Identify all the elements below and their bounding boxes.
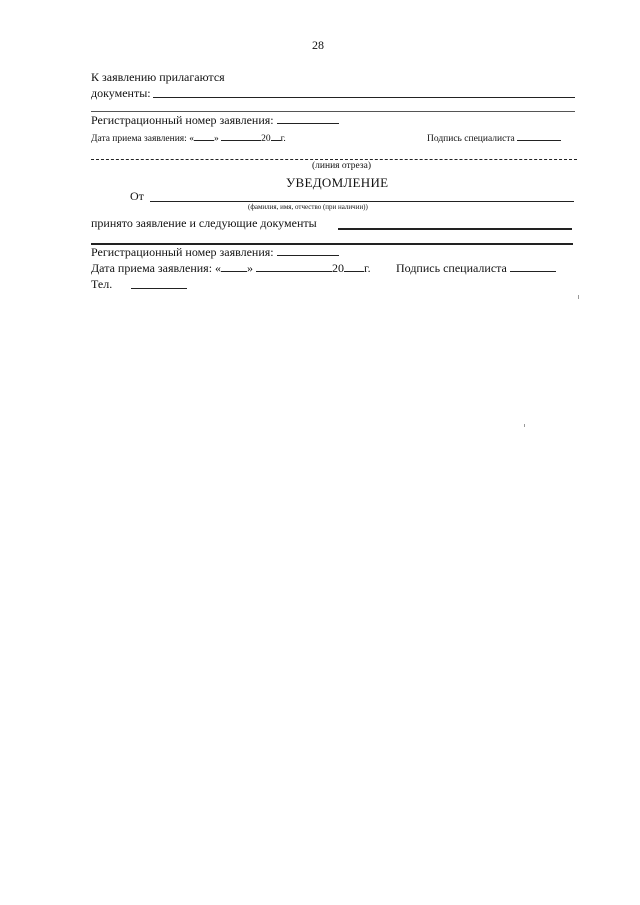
cut-line-label: (линия отреза) bbox=[312, 161, 372, 171]
top-year-prefix: 20 bbox=[261, 134, 271, 144]
top-reg-blank bbox=[277, 113, 339, 124]
notice-title: УВЕДОМЛЕНИЕ bbox=[286, 175, 389, 190]
attachments-heading: К заявлению прилагаются bbox=[91, 70, 225, 84]
notice-signature bbox=[396, 261, 556, 276]
from-line bbox=[150, 201, 574, 202]
top-reg-number bbox=[91, 113, 339, 128]
top-day-blank bbox=[194, 130, 214, 141]
phone-line bbox=[131, 288, 187, 289]
scan-speck bbox=[524, 424, 525, 427]
documents-label: документы: bbox=[91, 86, 151, 100]
top-signature-label: Подпись специалиста bbox=[427, 134, 515, 144]
top-reg-label: Регистрационный номер заявления: bbox=[91, 113, 274, 127]
notice-year-blank bbox=[344, 261, 364, 272]
notice-reg-number bbox=[91, 245, 339, 260]
accepted-line bbox=[338, 228, 572, 230]
notice-reg-blank bbox=[277, 245, 339, 256]
documents-line-2 bbox=[91, 111, 575, 112]
top-quote-close: » bbox=[213, 134, 219, 144]
notice-day-blank bbox=[221, 261, 247, 272]
accepted-label: принято заявление и следующие документы bbox=[91, 216, 317, 230]
notice-signature-blank bbox=[510, 261, 556, 272]
notice-year-suffix: г. bbox=[364, 261, 371, 275]
top-year-suffix: г. bbox=[280, 134, 286, 144]
from-label: От bbox=[130, 189, 144, 203]
top-date-row bbox=[91, 130, 286, 144]
notice-reg-label: Регистрационный номер заявления: bbox=[91, 245, 274, 259]
page-number: 28 bbox=[312, 38, 324, 52]
documents-line-1 bbox=[153, 97, 575, 98]
notice-signature-label: Подпись специалиста bbox=[396, 261, 507, 275]
from-caption: (фамилия, имя, отчество (при наличии)) bbox=[248, 203, 368, 211]
notice-date-label: Дата приема заявления: « bbox=[91, 261, 222, 275]
phone-label: Тел. bbox=[91, 277, 113, 291]
top-date-label: Дата приема заявления: « bbox=[91, 134, 194, 144]
cut-line bbox=[91, 159, 577, 160]
top-signature bbox=[427, 130, 561, 144]
notice-month-blank bbox=[256, 261, 332, 272]
notice-year-prefix: 20 bbox=[332, 261, 345, 275]
top-month-blank bbox=[221, 130, 261, 141]
top-signature-blank bbox=[517, 130, 561, 141]
scan-speck bbox=[578, 295, 579, 299]
notice-date-row bbox=[91, 261, 371, 276]
top-year-blank bbox=[271, 130, 281, 141]
notice-quote-close: » bbox=[247, 261, 254, 275]
